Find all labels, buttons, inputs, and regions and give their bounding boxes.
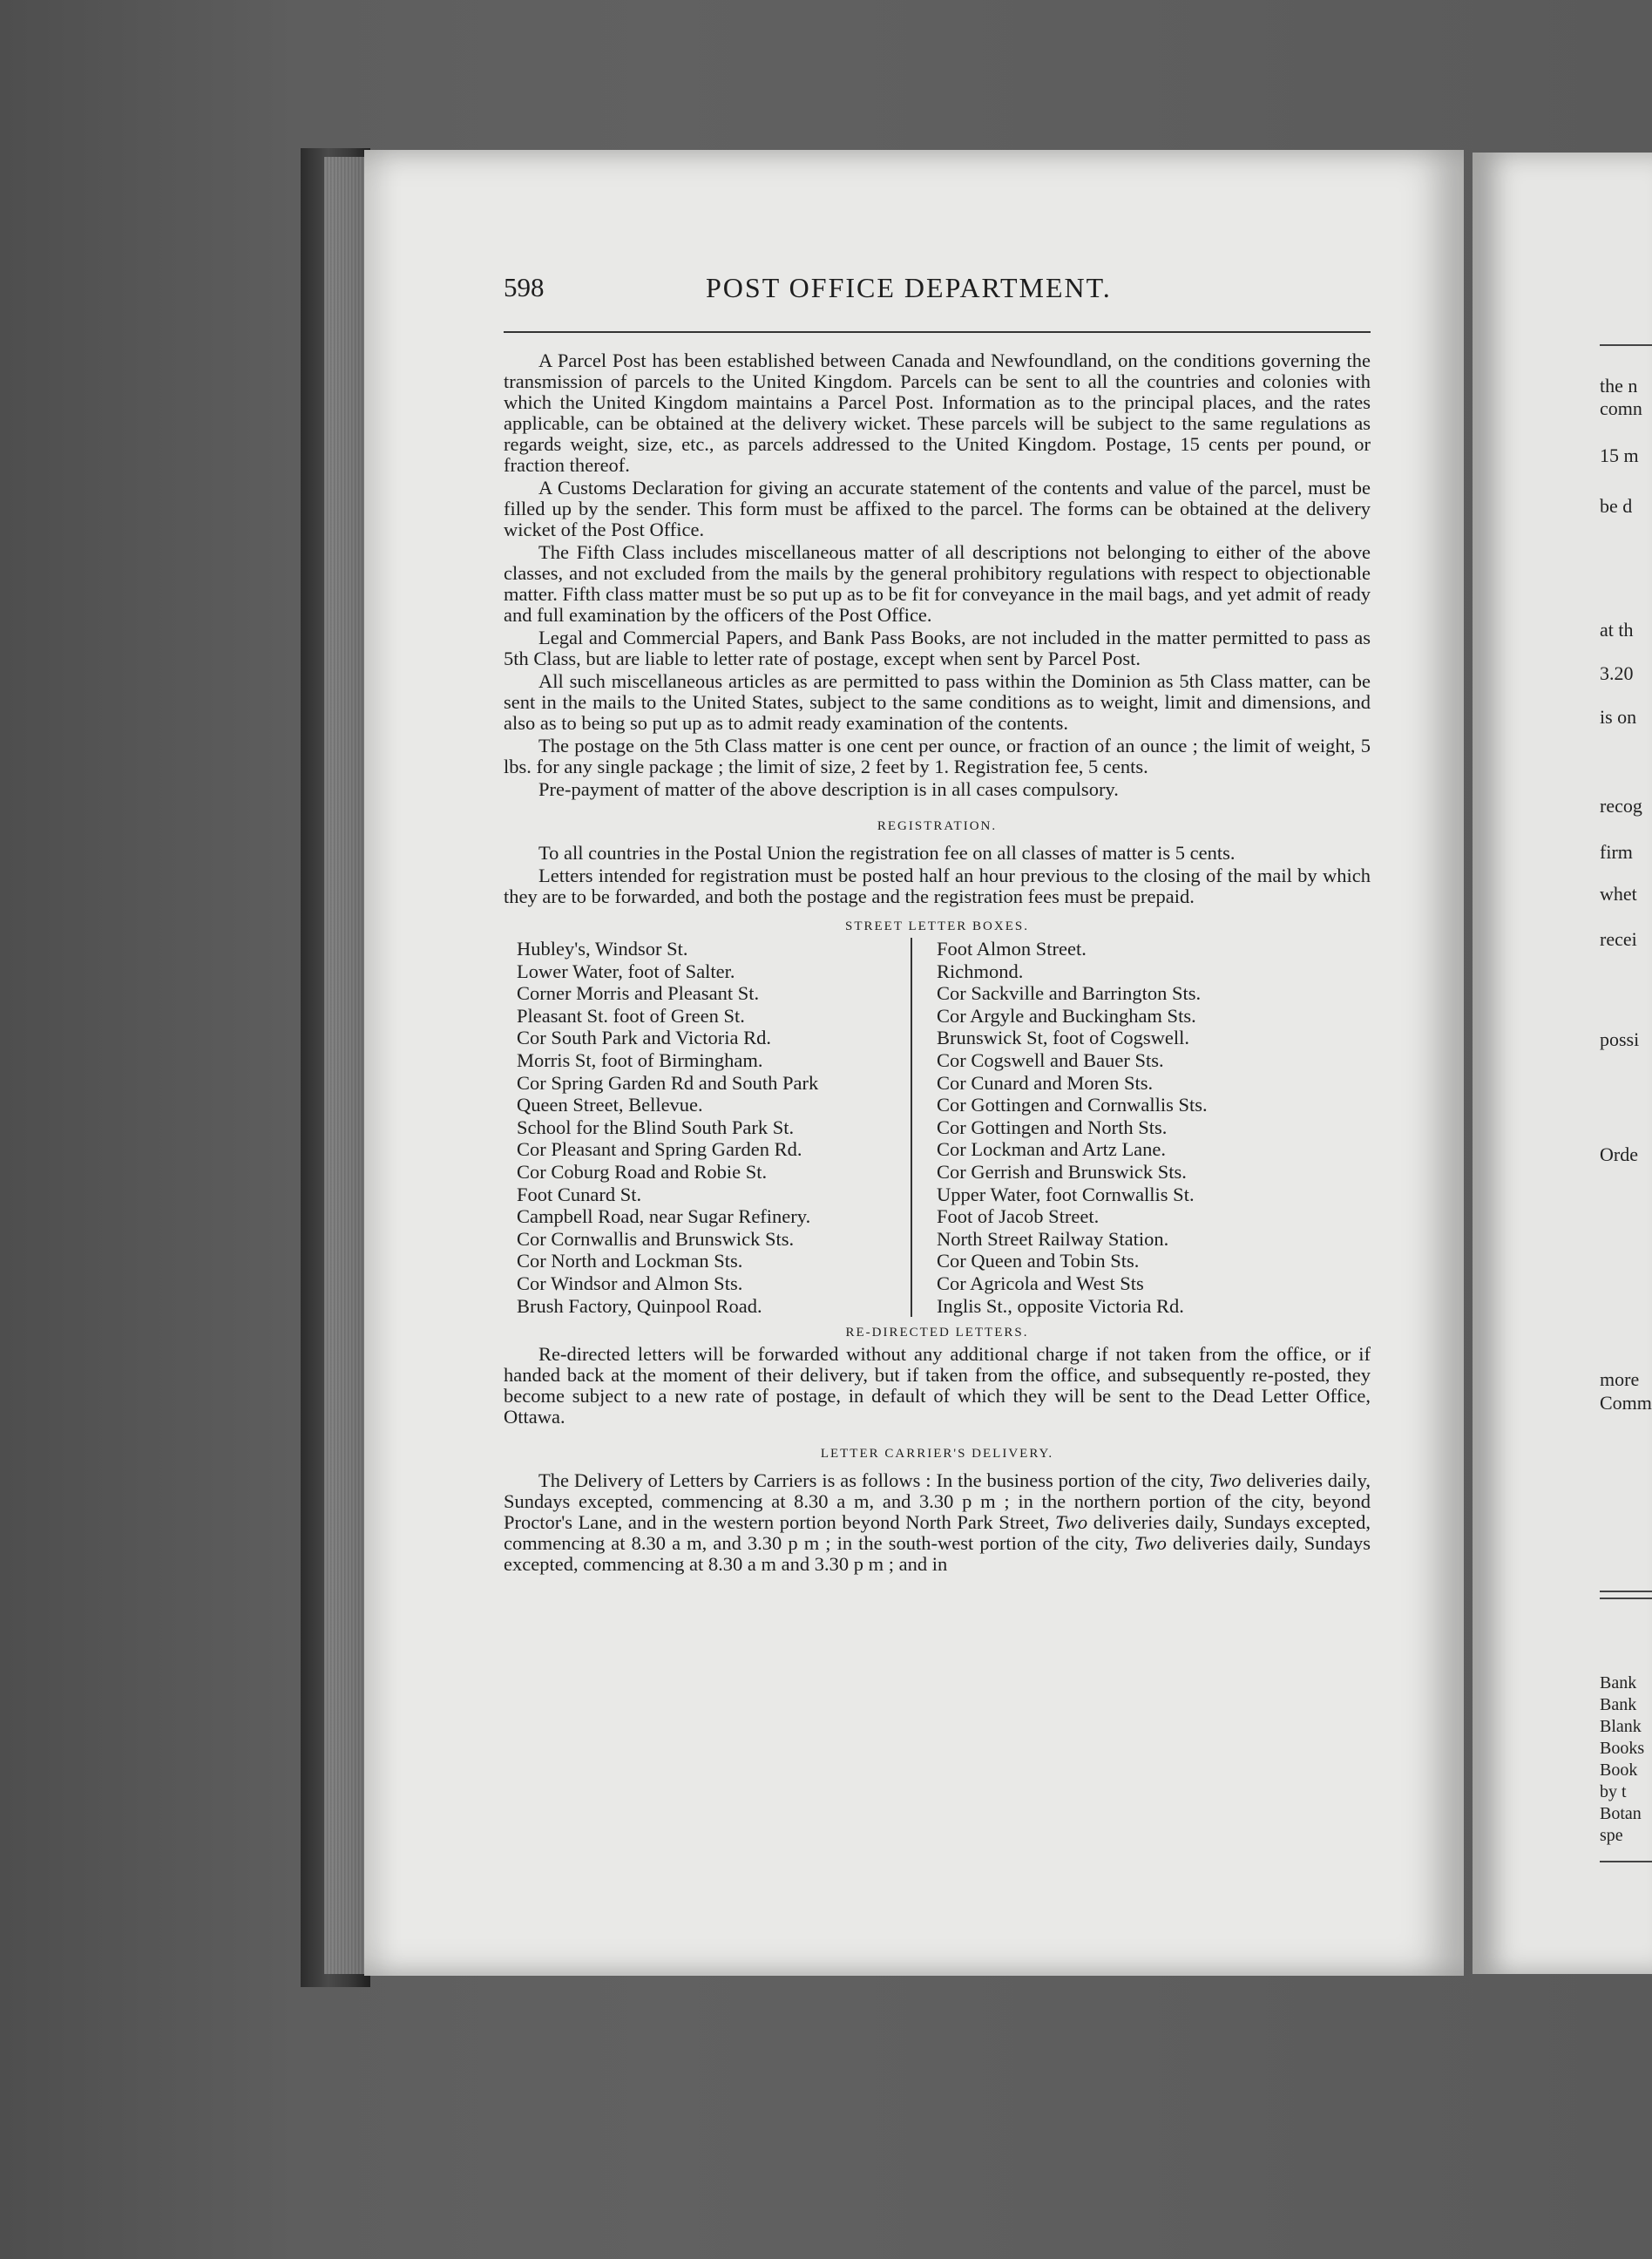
- list-item: Cor Lockman and Artz Lane.: [937, 1138, 1167, 1161]
- facing-page-text: 15 m: [1600, 444, 1639, 466]
- facing-page-text: by t: [1600, 1782, 1627, 1801]
- paragraph-legal-papers: Legal and Commercial Papers, and Bank Pass Books, are not included in the matter permitted to pass as 5th Class, but are liable to letter rate of postage, except when sent by Parcel Post.: [504, 627, 1371, 669]
- list-item: Foot Cunard St.: [517, 1183, 642, 1205]
- list-item: Inglis St., opposite Victoria Rd.: [937, 1294, 1184, 1317]
- facing-page-text: more: [1600, 1368, 1640, 1390]
- facing-page-text: is on: [1600, 706, 1637, 728]
- facing-page-text: Bank: [1600, 1695, 1637, 1714]
- list-item: Brunswick St, foot of Cogswell.: [937, 1027, 1189, 1049]
- list-item: Cor Queen and Tobin Sts.: [937, 1250, 1140, 1272]
- facing-page-rule: [1600, 1861, 1652, 1862]
- facing-page-text: recog: [1600, 795, 1642, 817]
- page-content: [504, 272, 1371, 1575]
- street-boxes-left-column: [504, 938, 912, 1317]
- text-run: deliveries daily, Sundays excepted, commencing at 8.30 a m, and 3.30 p m ; in the south-west portion of the city,: [504, 1511, 1371, 1555]
- list-item: Cor Gerrish and Brunswick Sts.: [937, 1160, 1187, 1183]
- facing-page-text: Comm: [1600, 1392, 1652, 1414]
- facing-page-text: Orde: [1600, 1143, 1638, 1165]
- header-rule: [504, 331, 1371, 333]
- running-head: POST OFFICE DEPARTMENT.: [706, 272, 1112, 303]
- facing-page-text: Blank: [1600, 1717, 1642, 1736]
- list-item: Cor Cornwallis and Brunswick Sts.: [517, 1227, 795, 1250]
- section-heading-registration: REGISTRATION.: [877, 819, 998, 833]
- list-item: Cor Coburg Road and Robie St.: [517, 1160, 768, 1183]
- list-item: Campbell Road, near Sugar Refinery.: [517, 1205, 811, 1228]
- list-item: Richmond.: [937, 960, 1024, 982]
- facing-page-rule: [1600, 1598, 1652, 1599]
- book-page: [364, 150, 1464, 1976]
- facing-page-text: Book: [1600, 1760, 1638, 1780]
- facing-page-text: 3.20: [1600, 662, 1634, 684]
- list-item: Cor Agricola and West Sts: [937, 1272, 1144, 1294]
- text-run: deliveries daily, Sundays excepted, commencing at 8.30 a m, and 3.30 p m ; in the northern portion of the city, beyond Proctor's Lane, and in the western portion beyond North Park Street,: [504, 1469, 1371, 1534]
- emphasis: Two: [1209, 1469, 1242, 1492]
- paragraph-carrier-delivery: [504, 1470, 1371, 1575]
- list-item: Cor Cunard and Moren Sts.: [937, 1071, 1154, 1094]
- section-heading-redirected: RE-DIRECTED LETTERS.: [845, 1326, 1029, 1340]
- list-item: Cor Gottingen and North Sts.: [937, 1116, 1168, 1138]
- facing-page-text: Books: [1600, 1739, 1645, 1758]
- list-item: Lower Water, foot of Salter.: [517, 960, 735, 982]
- text-run: deliveries daily, Sundays excepted, commencing at 8.30 a m and 3.30 p m ; and in: [504, 1532, 1371, 1576]
- facing-page-text: recei: [1600, 928, 1637, 950]
- list-item: School for the Blind South Park St.: [517, 1116, 795, 1138]
- paragraph-redirected: Re-directed letters will be forwarded without any additional charge if not taken from the office, or if handed back at the moment of their delivery, but if taken from the office, and subsequently re-posted, they become subject to a new rate of postage, in default of which they will be sent to the Dead Letter Office, Ottawa.: [504, 1343, 1371, 1428]
- list-item: Brush Factory, Quinpool Road.: [517, 1294, 762, 1317]
- section-heading-street-boxes: STREET LETTER BOXES.: [845, 919, 1029, 933]
- list-item: Hubley's, Windsor St.: [517, 938, 688, 960]
- list-item: Queen Street, Bellevue.: [517, 1094, 703, 1116]
- facing-page-text: possi: [1600, 1028, 1640, 1050]
- emphasis: Two: [1134, 1532, 1167, 1555]
- facing-page-rule: [1600, 1591, 1652, 1592]
- street-boxes-list: [504, 938, 1371, 1317]
- list-item: Corner Morris and Pleasant St.: [517, 982, 760, 1005]
- list-item: Foot Almon Street.: [937, 938, 1087, 960]
- facing-page-text: at th: [1600, 619, 1634, 641]
- list-item: Cor South Park and Victoria Rd.: [517, 1027, 771, 1049]
- facing-page-text: Bank: [1600, 1673, 1637, 1693]
- list-item: Cor Cogswell and Bauer Sts.: [937, 1048, 1164, 1071]
- list-item: Morris St, foot of Birmingham.: [517, 1048, 763, 1071]
- facing-page-text: the n: [1600, 375, 1638, 397]
- facing-page-text: Botan: [1600, 1804, 1642, 1823]
- facing-page-text: comn: [1600, 397, 1642, 419]
- text-run: The Delivery of Letters by Carriers is as follows : In the business portion of the city,: [538, 1469, 1204, 1492]
- facing-page-text: firm: [1600, 841, 1633, 863]
- paragraph-prepayment: Pre-payment of matter of the above description is in all cases compulsory.: [538, 778, 1119, 800]
- paragraph-parcel-post: A Parcel Post has been established between Canada and Newfoundland, on the conditions governing the transmission of parcels to the United Kingdom. Parcels can be sent to all the countries and colonies with which the United Kingdom maintains a Parcel Post. Information as to the principal places, and the rates applicable, can be obtained at the delivery wicket. These parcels will be subject to the same regulations as regards weight, size, etc., as parcels addressed to the United Kingdom. Postage, 15 cents per pound, or fraction thereof.: [504, 349, 1371, 476]
- list-item: Cor Sackville and Barrington Sts.: [937, 982, 1202, 1005]
- paragraph-fifth-class: The Fifth Class includes miscellaneous matter of all descriptions not belonging to either of the above classes, and not excluded from the mails by the general prohibitory regulations with respect to objectionable matter. Fifth class matter must be so put up as to be fit for conveyance in the mail bags, and yet admit of ready and full examination by the officers of the Post Office.: [504, 541, 1371, 626]
- facing-page-text: whet: [1600, 883, 1637, 905]
- list-item: Cor Gottingen and Cornwallis Sts.: [937, 1094, 1208, 1116]
- list-item: Cor Argyle and Buckingham Sts.: [937, 1004, 1196, 1027]
- list-item: Cor Spring Garden Rd and South Park: [517, 1071, 819, 1094]
- list-item: North Street Railway Station.: [937, 1227, 1169, 1250]
- paragraph-postage-rate: The postage on the 5th Class matter is one cent per ounce, or fraction of an ounce ; the limit of weight, 5 lbs. for any single package ; the limit of size, 2 feet by 1. Registration fee, 5 cents.: [504, 735, 1371, 777]
- emphasis: Two: [1054, 1511, 1088, 1534]
- list-item: Cor Windsor and Almon Sts.: [517, 1272, 743, 1294]
- section-heading-carrier: LETTER CARRIER'S DELIVERY.: [820, 1447, 1054, 1462]
- facing-page-text: be d: [1600, 495, 1633, 517]
- street-boxes-right-column: [912, 938, 1208, 1317]
- paragraph-registration-time: Letters intended for registration must be posted half an hour previous to the closing of the mail by which they are to be forwarded, and both the postage and the registration fees must be prepaid.: [504, 865, 1371, 907]
- page-number: 598: [504, 272, 545, 302]
- paragraph-customs: A Customs Declaration for giving an accurate statement of the contents and value of the parcel, must be filled up by the sender. This form must be affixed to the parcel. The forms can be obtained at the delivery wicket of the Post Office.: [504, 477, 1371, 540]
- list-item: Cor North and Lockman Sts.: [517, 1250, 743, 1272]
- list-item: Pleasant St. foot of Green St.: [517, 1004, 745, 1027]
- page-header: [504, 272, 1371, 324]
- paragraph-registration-fee: To all countries in the Postal Union the registration fee on all classes of matter is 5 cents.: [538, 842, 1236, 864]
- list-item: Cor Pleasant and Spring Garden Rd.: [517, 1138, 802, 1161]
- list-item: Foot of Jacob Street.: [937, 1205, 1100, 1228]
- paragraph-united-states: All such miscellaneous articles as are permitted to pass within the Dominion as 5th Class matter, can be sent in the mails to the United States, subject to the same conditions as to weight, limit and dimensions, and also as to being so put up as to admit ready examination of the contents.: [504, 670, 1371, 734]
- list-item: Upper Water, foot Cornwallis St.: [937, 1183, 1195, 1205]
- page-edges: [324, 157, 368, 1974]
- facing-page-text: spe: [1600, 1826, 1623, 1845]
- facing-page-rule: [1600, 344, 1652, 346]
